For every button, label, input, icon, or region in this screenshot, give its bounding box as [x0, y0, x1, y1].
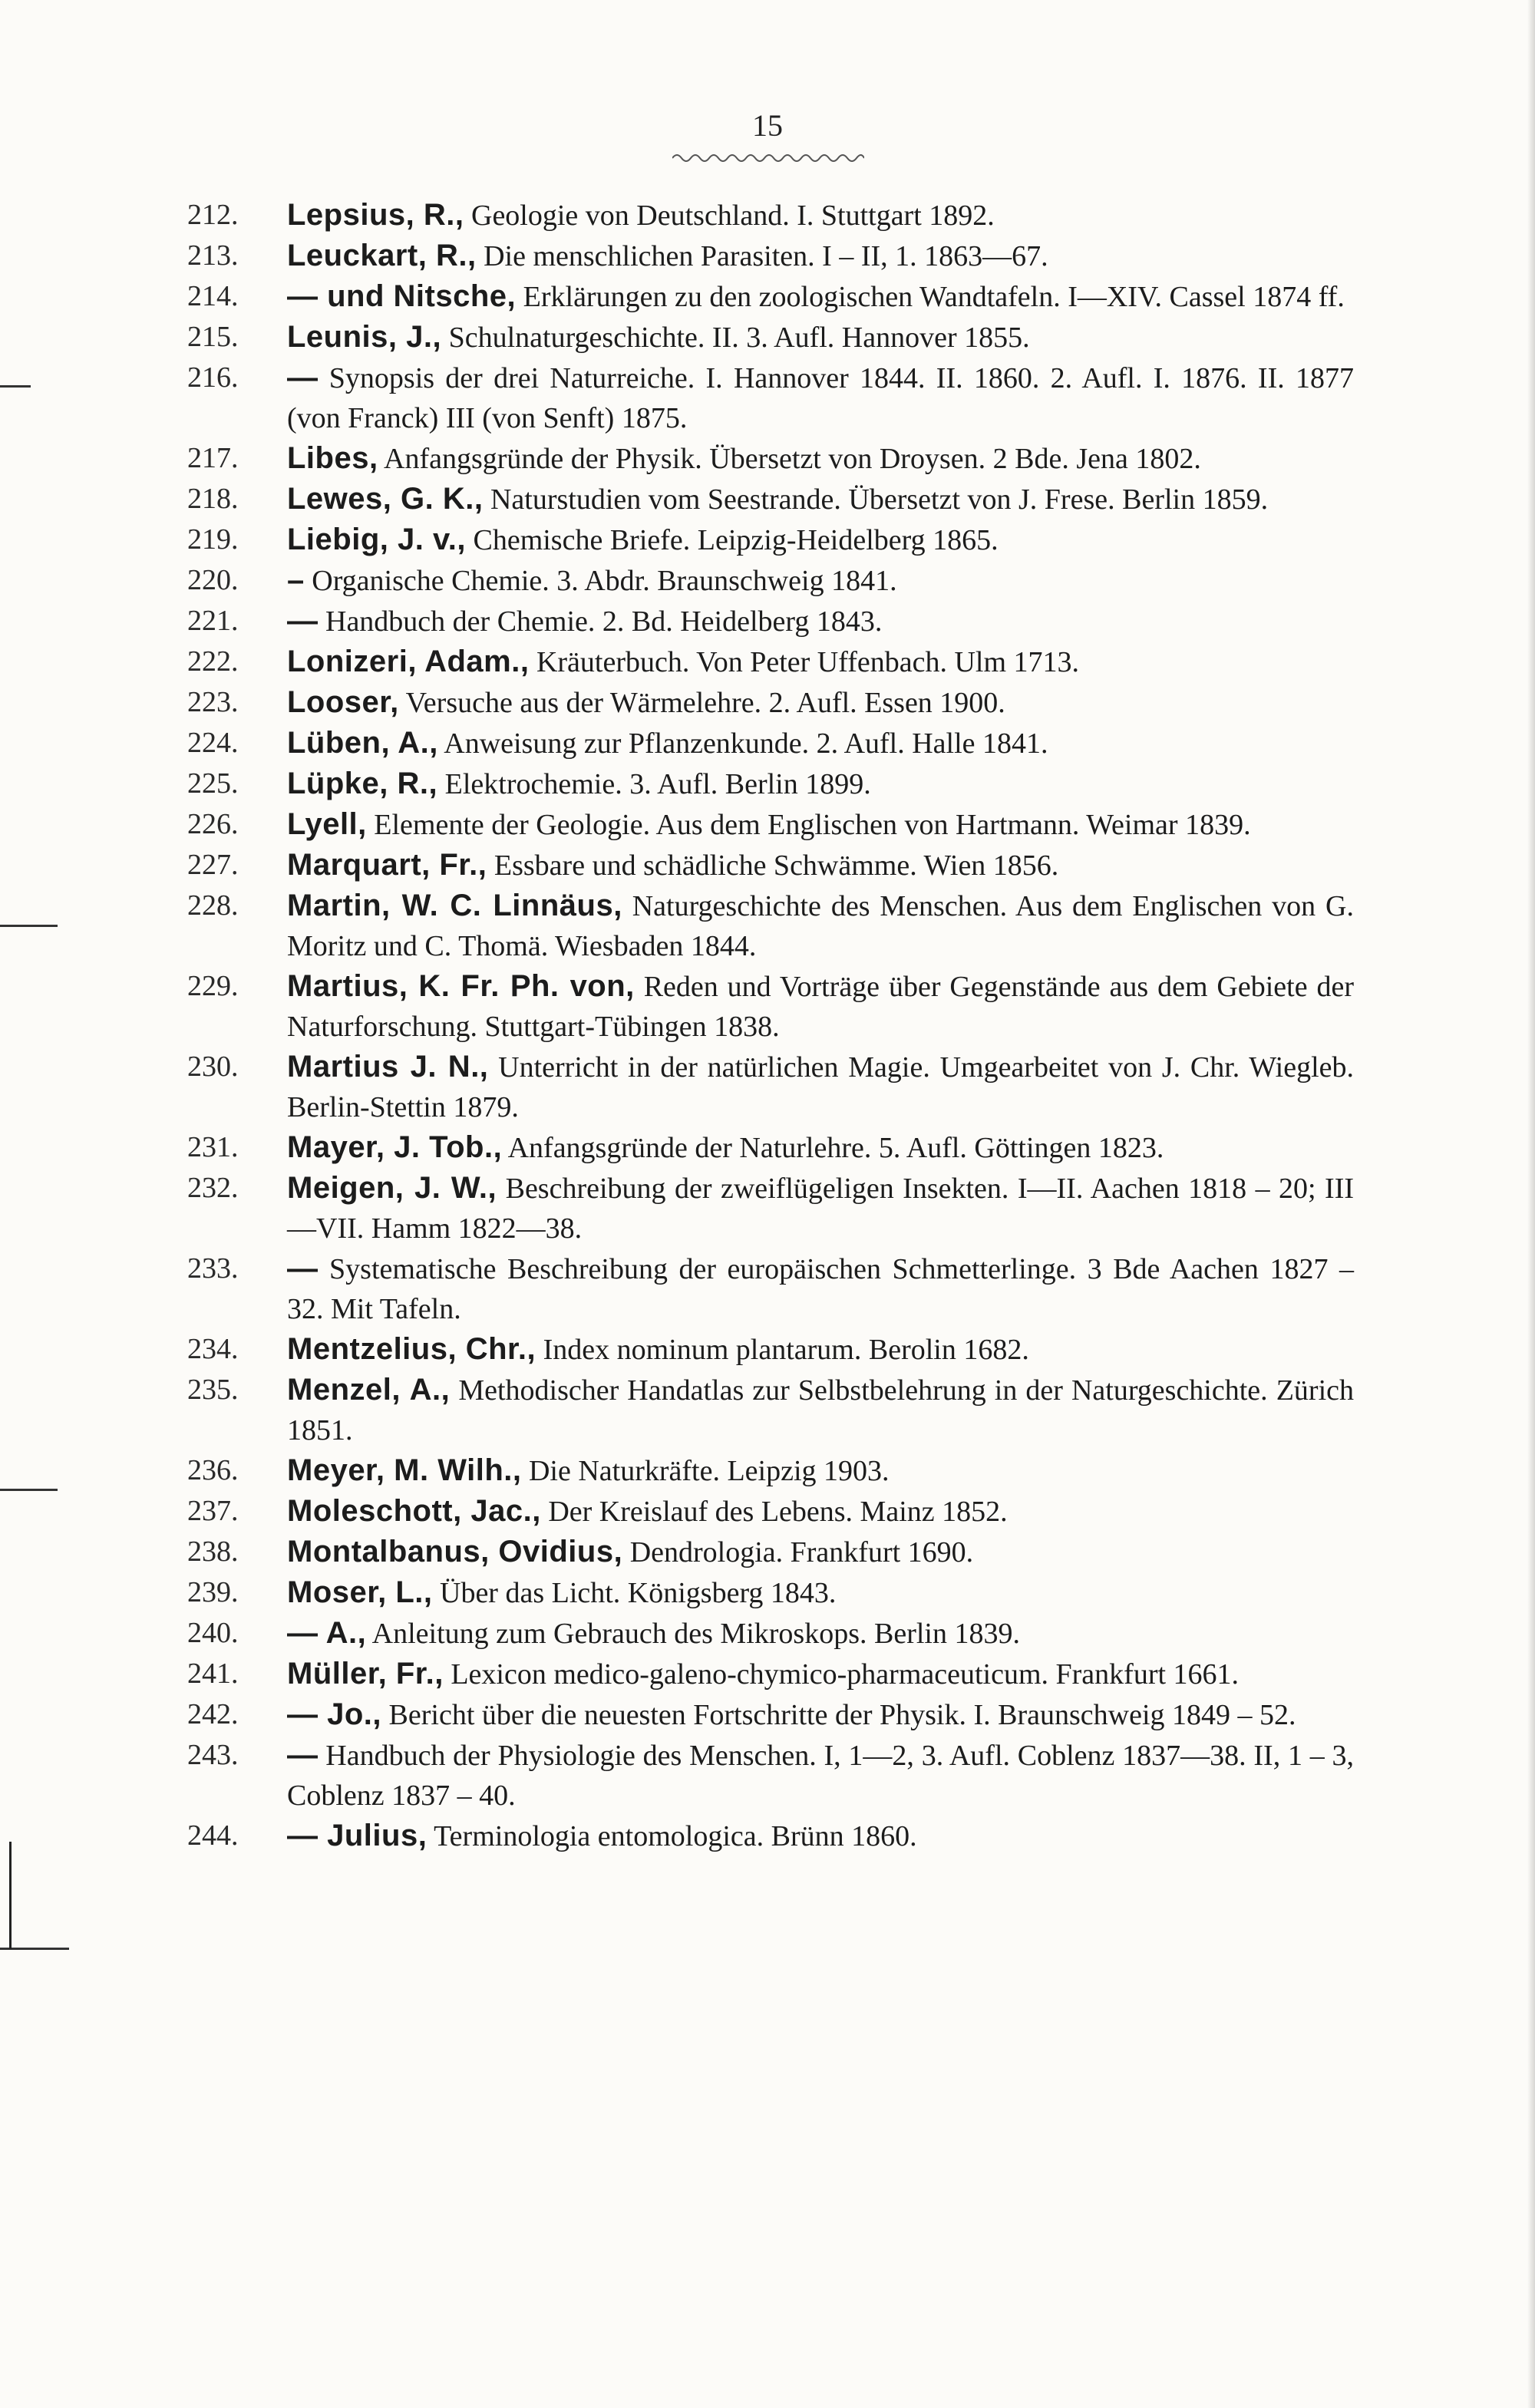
entry-text: Elektrochemie. 3. Aufl. Berlin 1899. — [437, 768, 871, 800]
entry-author: Lepsius, R., — [287, 198, 464, 232]
entry-number: 231. — [187, 1131, 239, 1163]
bibliography-entry — [187, 1370, 1354, 1450]
entry-text: Unterricht in der natürlichen Magie. Umgearbeitet von J. Chr. Wiegleb. Berlin-Stettin 1879. — [287, 1051, 1354, 1123]
entry-text: Die menschlichen Parasiten. I – II, 1. 1863—67. — [476, 240, 1048, 272]
entry-text: Schulnaturgeschichte. II. 3. Aufl. Hannover 1855. — [441, 322, 1030, 354]
page-edge-shadow — [1527, 0, 1535, 2408]
bibliography-entry — [187, 601, 1354, 642]
bibliography-entry — [187, 1127, 1354, 1168]
entry-author: Mentzelius, Chr., — [287, 1332, 536, 1366]
bibliography-entry — [187, 764, 1354, 804]
bibliography-entry — [187, 317, 1354, 358]
entry-number: 228. — [187, 889, 239, 922]
entry-text: Methodischer Handatlas zur Selbstbelehrung in der Naturgeschichte. Zürich 1851. — [287, 1374, 1354, 1446]
entry-number: 221. — [187, 605, 239, 637]
entry-text: Systematische Beschreibung der europäischen Schmetterlinge. 3 Bde Aachen 1827 – 32. Mit Tafeln. — [287, 1253, 1354, 1325]
entry-number: 230. — [187, 1051, 239, 1083]
entry-number: 229. — [187, 970, 239, 1002]
entry-author: Marquart, Fr., — [287, 848, 487, 882]
entry-text: Essbare und schädliche Schwämme. Wien 1856. — [487, 849, 1059, 882]
entry-number: 241. — [187, 1658, 239, 1690]
bibliography-entry — [187, 804, 1354, 845]
entry-number: 239. — [187, 1576, 239, 1608]
entry-number: 240. — [187, 1617, 239, 1649]
entry-author: — Jo., — [287, 1697, 382, 1731]
bibliography-entry — [187, 1654, 1354, 1694]
bibliography-entry — [187, 1694, 1354, 1735]
bibliography-entry — [187, 1491, 1354, 1532]
entry-number: 234. — [187, 1333, 239, 1365]
entry-author: Martin, W. C. Linnäus, — [287, 889, 622, 922]
entry-text: Bericht über die neuesten Fortschritte der Physik. I. Braunschweig 1849 – 52. — [381, 1699, 1296, 1731]
entry-author: Mayer, J. Tob., — [287, 1130, 503, 1164]
entry-text: Chemische Briefe. Leipzig-Heidelberg 1865. — [465, 524, 999, 556]
entry-author: — — [287, 361, 319, 394]
entry-author: — — [287, 1738, 319, 1772]
entry-text: Dendrologia. Frankfurt 1690. — [622, 1536, 974, 1568]
margin-line — [9, 1842, 12, 1949]
bibliography-entry — [187, 195, 1354, 236]
entry-author: Lüpke, R., — [287, 767, 438, 800]
bibliography-entry — [187, 723, 1354, 764]
entry-author: Montalbanus, Ovidius, — [287, 1535, 623, 1568]
entry-author: Lyell, — [287, 807, 367, 841]
decorative-wavy-rule — [672, 150, 864, 166]
bibliography-entry — [187, 1329, 1354, 1370]
entry-text: Lexicon medico-galeno-chymico-pharmaceuticum. Frankfurt 1661. — [443, 1658, 1240, 1691]
bibliography-entry — [187, 236, 1354, 276]
bibliography-entry — [187, 438, 1354, 479]
entry-text: Terminologia entomologica. Brünn 1860. — [427, 1820, 917, 1852]
margin-mark — [0, 385, 31, 388]
entry-text: Anleitung zum Gebrauch des Mikroskops. Berlin 1839. — [366, 1618, 1020, 1650]
entry-text: Synopsis der drei Naturreiche. I. Hannover 1844. II. 1860. 2. Aufl. I. 1876. II. 1877 (von Franck) III (von Senft) 1875. — [287, 362, 1354, 434]
margin-mark — [0, 925, 58, 927]
entry-number: 216. — [187, 361, 239, 394]
entry-author: Libes, — [287, 441, 378, 475]
entry-text: Anweisung zur Pflanzenkunde. 2. Aufl. Halle 1841. — [437, 727, 1048, 760]
entry-text: Der Kreislauf des Lebens. Mainz 1852. — [540, 1496, 1008, 1528]
entry-number: 243. — [187, 1739, 239, 1771]
bibliography-entry — [187, 1168, 1354, 1249]
entry-text: Anfangsgründe der Naturlehre. 5. Aufl. Göttingen 1823. — [502, 1132, 1164, 1164]
entry-number: 244. — [187, 1819, 239, 1852]
entry-number: 213. — [187, 239, 239, 272]
entry-number: 227. — [187, 849, 239, 881]
bibliography-entry — [187, 1816, 1354, 1856]
entry-text: Geologie von Deutschland. I. Stuttgart 1892. — [464, 200, 995, 232]
bibliography-entry — [187, 276, 1354, 317]
entry-author: Müller, Fr., — [287, 1657, 444, 1691]
entry-number: 217. — [187, 442, 239, 474]
bibliography-entry — [187, 682, 1354, 723]
entry-author: — A., — [287, 1616, 367, 1650]
entry-number: 236. — [187, 1454, 239, 1486]
entry-author: Liebig, J. v., — [287, 523, 466, 556]
entry-author: Martius, K. Fr. Ph. von, — [287, 969, 635, 1003]
entry-text: Index nominum plantarum. Berolin 1682. — [536, 1334, 1029, 1366]
bibliography-entry — [187, 642, 1354, 682]
margin-mark — [0, 1489, 58, 1491]
entry-text: Anfangsgründe der Physik. Übersetzt von Droysen. 2 Bde. Jena 1802. — [378, 443, 1201, 475]
entry-number: 212. — [187, 199, 239, 231]
bibliography-entry — [187, 1572, 1354, 1613]
entry-number: 233. — [187, 1252, 239, 1285]
bibliography-entry — [187, 358, 1354, 438]
entry-text: Erklärungen zu den zoologischen Wandtafeln. I—XIV. Cassel 1874 ff. — [516, 281, 1345, 313]
entry-author: Lüben, A., — [287, 726, 438, 760]
entry-number: 237. — [187, 1495, 239, 1527]
entry-number: 215. — [187, 321, 239, 353]
entry-text: Über das Licht. Königsberg 1843. — [432, 1577, 837, 1609]
bibliography-entry — [187, 479, 1354, 520]
bibliography-entry — [187, 966, 1354, 1047]
entry-text: Naturgeschichte des Menschen. Aus dem Englischen von G. Moritz und C. Thomä. Wiesbaden 1844. — [287, 890, 1354, 962]
entry-author: Moleschott, Jac., — [287, 1494, 541, 1528]
entry-author: Meigen, J. W., — [287, 1171, 497, 1205]
bibliography-entry — [187, 1613, 1354, 1654]
entry-author: Lewes, G. K., — [287, 482, 484, 516]
entry-number: 232. — [187, 1172, 239, 1204]
entry-author: Lonizeri, Adam., — [287, 645, 530, 678]
entry-number: 219. — [187, 523, 239, 556]
bibliography-entry — [187, 560, 1354, 601]
entry-number: 224. — [187, 727, 239, 759]
entry-author: – — [287, 563, 305, 597]
entry-number: 238. — [187, 1536, 239, 1568]
entry-number: 242. — [187, 1698, 239, 1730]
entry-author: — — [287, 1252, 319, 1285]
entry-text: Beschreibung der zweiflügeligen Insekten. I—II. Aachen 1818 – 20; III—VII. Hamm 1822—38. — [287, 1173, 1355, 1245]
entry-author: Moser, L., — [287, 1575, 433, 1609]
entry-author: — Julius, — [287, 1819, 427, 1852]
entry-number: 220. — [187, 564, 239, 596]
entry-author: Meyer, M. Wilh., — [287, 1453, 522, 1487]
entry-author: Leunis, J., — [287, 320, 442, 354]
bibliography-entry — [187, 1047, 1354, 1127]
entry-text: Naturstudien vom Seestrande. Übersetzt von J. Frese. Berlin 1859. — [483, 483, 1269, 516]
entry-number: 218. — [187, 483, 239, 515]
entry-text: Versuche aus der Wärmelehre. 2. Aufl. Essen 1900. — [398, 687, 1005, 719]
entry-text: Organische Chemie. 3. Abdr. Braunschweig 1841. — [304, 565, 897, 597]
entry-number: 214. — [187, 280, 239, 312]
entry-text: Reden und Vorträge über Gegenstände aus dem Gebiete der Naturforschung. Stuttgart-Tübingen 1838. — [287, 971, 1355, 1043]
entry-author: Menzel, A., — [287, 1373, 451, 1407]
bibliography-entry — [187, 845, 1354, 886]
page-number: 15 — [752, 108, 783, 143]
bibliography-entry — [187, 1735, 1354, 1816]
entry-author: Leuckart, R., — [287, 239, 477, 272]
entry-number: 223. — [187, 686, 239, 718]
entry-author: Looser, — [287, 685, 399, 719]
entry-number: 226. — [187, 808, 239, 840]
bibliography-entry — [187, 1532, 1354, 1572]
entry-number: 225. — [187, 767, 239, 800]
entry-author: Martius J. N., — [287, 1050, 489, 1084]
entry-number: 235. — [187, 1374, 239, 1406]
bibliography-entry — [187, 886, 1354, 966]
entry-text: Die Naturkräfte. Leipzig 1903. — [521, 1455, 890, 1487]
entry-text: Handbuch der Chemie. 2. Bd. Heidelberg 1843. — [318, 605, 883, 638]
entry-text: Kräuterbuch. Von Peter Uffenbach. Ulm 1713. — [529, 646, 1080, 678]
bibliography-entry — [187, 1249, 1354, 1329]
entry-number: 222. — [187, 645, 239, 678]
entry-text: Elemente der Geologie. Aus dem Englischen von Hartmann. Weimar 1839. — [366, 809, 1251, 841]
bibliography-list — [187, 195, 1354, 1856]
bibliography-entry — [187, 1450, 1354, 1491]
entry-author: — und Nitsche, — [287, 279, 517, 313]
entry-author: — — [287, 604, 319, 638]
entry-text: Handbuch der Physiologie des Menschen. I, 1—2, 3. Aufl. Coblenz 1837—38. II, 1 – 3, Coblenz 1837 – 40. — [287, 1740, 1354, 1812]
bibliography-entry — [187, 520, 1354, 560]
